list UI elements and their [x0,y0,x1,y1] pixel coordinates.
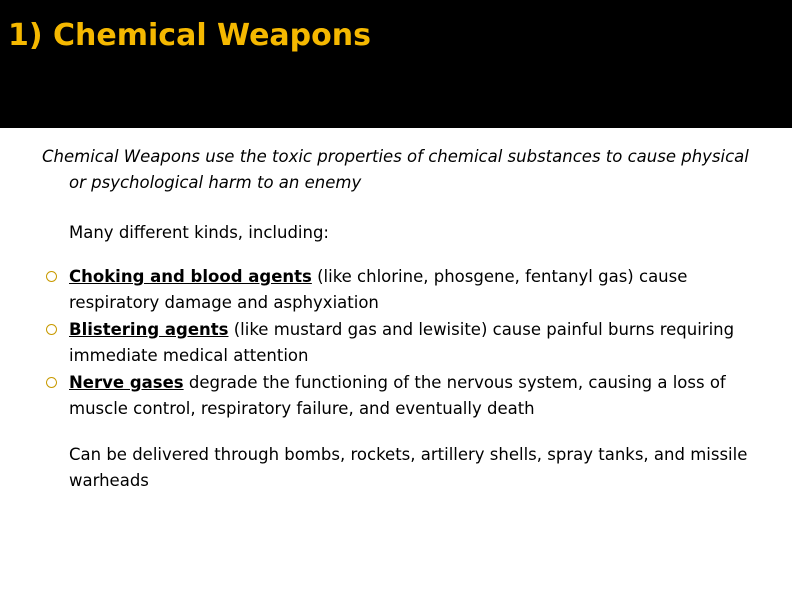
delivery-paragraph: Can be delivered through bombs, rockets, artillery shells, spray tanks, and missile warheads [69,445,748,490]
bullet-description: (like mustard gas and lewisite) cause painful burns requiring immediate medical attention [69,320,735,365]
intro-paragraph [42,144,782,196]
bullet-item-blistering-agents [46,317,776,369]
bullet-item-choking-blood-agents [46,264,776,316]
bullet-term: Blistering agents [69,320,229,339]
bullet-description: degrade the functioning of the nervous system, causing a loss of muscle control, respiratory failure, and eventually death [69,373,726,418]
bullet-text [69,317,776,369]
bullet-description: (like chlorine, phosgene, fentanyl gas) cause respiratory damage and asphyxiation [69,267,688,312]
bullet-text [69,370,776,422]
slide-title: 1) Chemical Weapons [8,18,371,53]
bullet-term: Nerve gases [69,373,184,392]
bullet-text [69,264,776,316]
intro-line-2: or psychological harm to an enemy [69,173,362,192]
circle-bullet-icon [46,324,57,335]
circle-bullet-icon [46,377,57,388]
intro-line-1: Chemical Weapons use the toxic properties of chemical substances to cause physical [42,147,749,166]
kinds-intro: Many different kinds, including: [69,223,329,242]
circle-bullet-icon [46,271,57,282]
bullet-term: Choking and blood agents [69,267,312,286]
bullet-item-nerve-gases [46,370,776,422]
